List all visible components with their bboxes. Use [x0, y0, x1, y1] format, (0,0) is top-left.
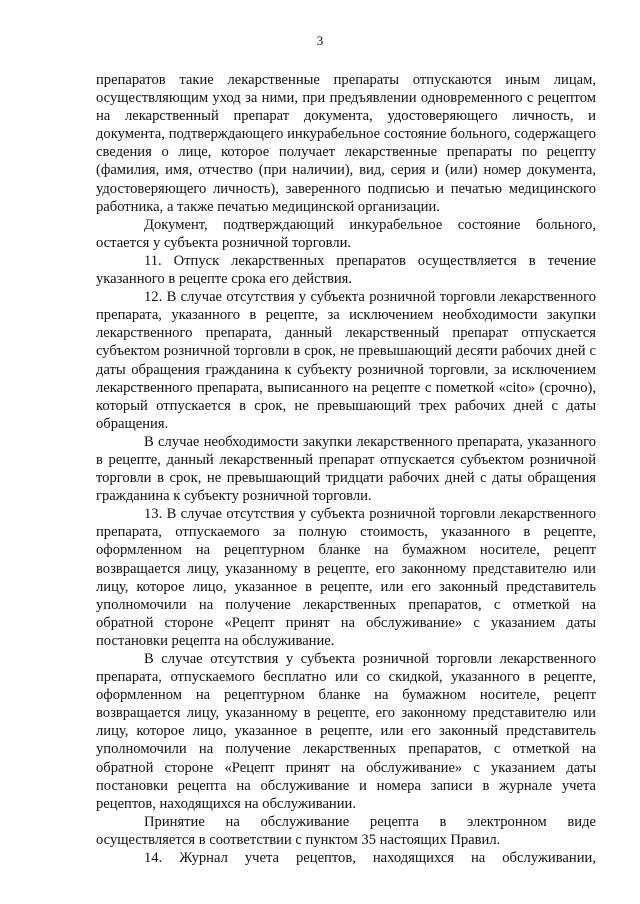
paragraph-continuation: препаратов такие лекарственные препараты отпускаются иным лицам, осуществляющим уход за ними, при предъявлении одновременного с рецептом на лекарственный препарат документа, удостоверяющего личность, и документа, подтверждающего инкурабельное состояние больного, содержащего сведения о лице, которое получает лекарственные препараты по рецепту (фамилия, имя, отчество (при наличии), вид, серия и (или) номер документа, удостоверяющего личность), заверенного подписью и печатью медицинского работника, а также печатью медицинской организации.: [96, 72, 596, 215]
paragraph: Принятие на обслуживание рецепта в электронном виде осуществляется в соответствии с пунктом 35 настоящих Правил.: [96, 813, 596, 848]
document-body: [96, 71, 596, 867]
paragraph: В случае отсутствия у субъекта розничной торговли лекарственного препарата, отпускаемого бесплатно или со скидкой, указанного в рецепте, оформленном на рецептурном бланке на бумажном носителе, рецепт возвращается лицу, указанному в рецепте, его законному представителю или лицу, которое лицо, указанное в рецепте, или его законный представитель уполномочили на получение лекарственных препаратов, с отметкой на обратной стороне «Рецепт принят на обслуживание» с указанием даты постановки рецепта на обслуживание и номера записи в журнале учета рецептов, находящихся на обслуживании.: [96, 651, 596, 812]
paragraph-clause-12: 12. В случае отсутствия у субъекта розничной торговли лекарственного препарата, указанного в рецепте, за исключением необходимости закупки лекарственного препарата, данный лекарственный препарат отпускается субъектом розничной торговли в срок, не превышающий десяти рабочих дней с даты обращения гражданина к субъекту розничной торговли, за исключением лекарственного препарата, выписанного на рецепте с пометкой «cito» (срочно), который отпускается в срок, не превышающий трех рабочих дней с даты обращения.: [96, 289, 596, 432]
page-number: 3: [316, 33, 324, 48]
paragraph: В случае необходимости закупки лекарственного препарата, указанного в рецепте, данный лекарственный препарат отпускается субъектом розничной торговли в срок, не превышающий тридцати рабочих дней с даты обращения гражданина к субъекту розничной торговли.: [96, 433, 596, 505]
paragraph-clause-13: 13. В случае отсутствия у субъекта розничной торговли лекарственного препарата, отпускаемого за полную стоимость, указанного в рецепте, оформленном на рецептурном бланке на бумажном носителе, рецепт возвращается лицу, указанному в рецепте, его законному представителю или лицу, которое лицо, указанное в рецепте, или его законный представитель уполномочили на получение лекарственных препаратов, с отметкой на обратной стороне «Рецепт принят на обслуживание» с указанием даты постановки рецепта на обслуживание.: [96, 506, 596, 649]
paragraph-clause-11: 11. Отпуск лекарственных препаратов осуществляется в течение указанного в рецепте срока его действия.: [96, 252, 596, 288]
paragraph: Документ, подтверждающий инкурабельное состояние больного, остается у субъекта розничной торговли.: [96, 216, 596, 251]
paragraph-clause-14: 14. Журнал учета рецептов, находящихся на обслуживании,: [144, 850, 596, 867]
